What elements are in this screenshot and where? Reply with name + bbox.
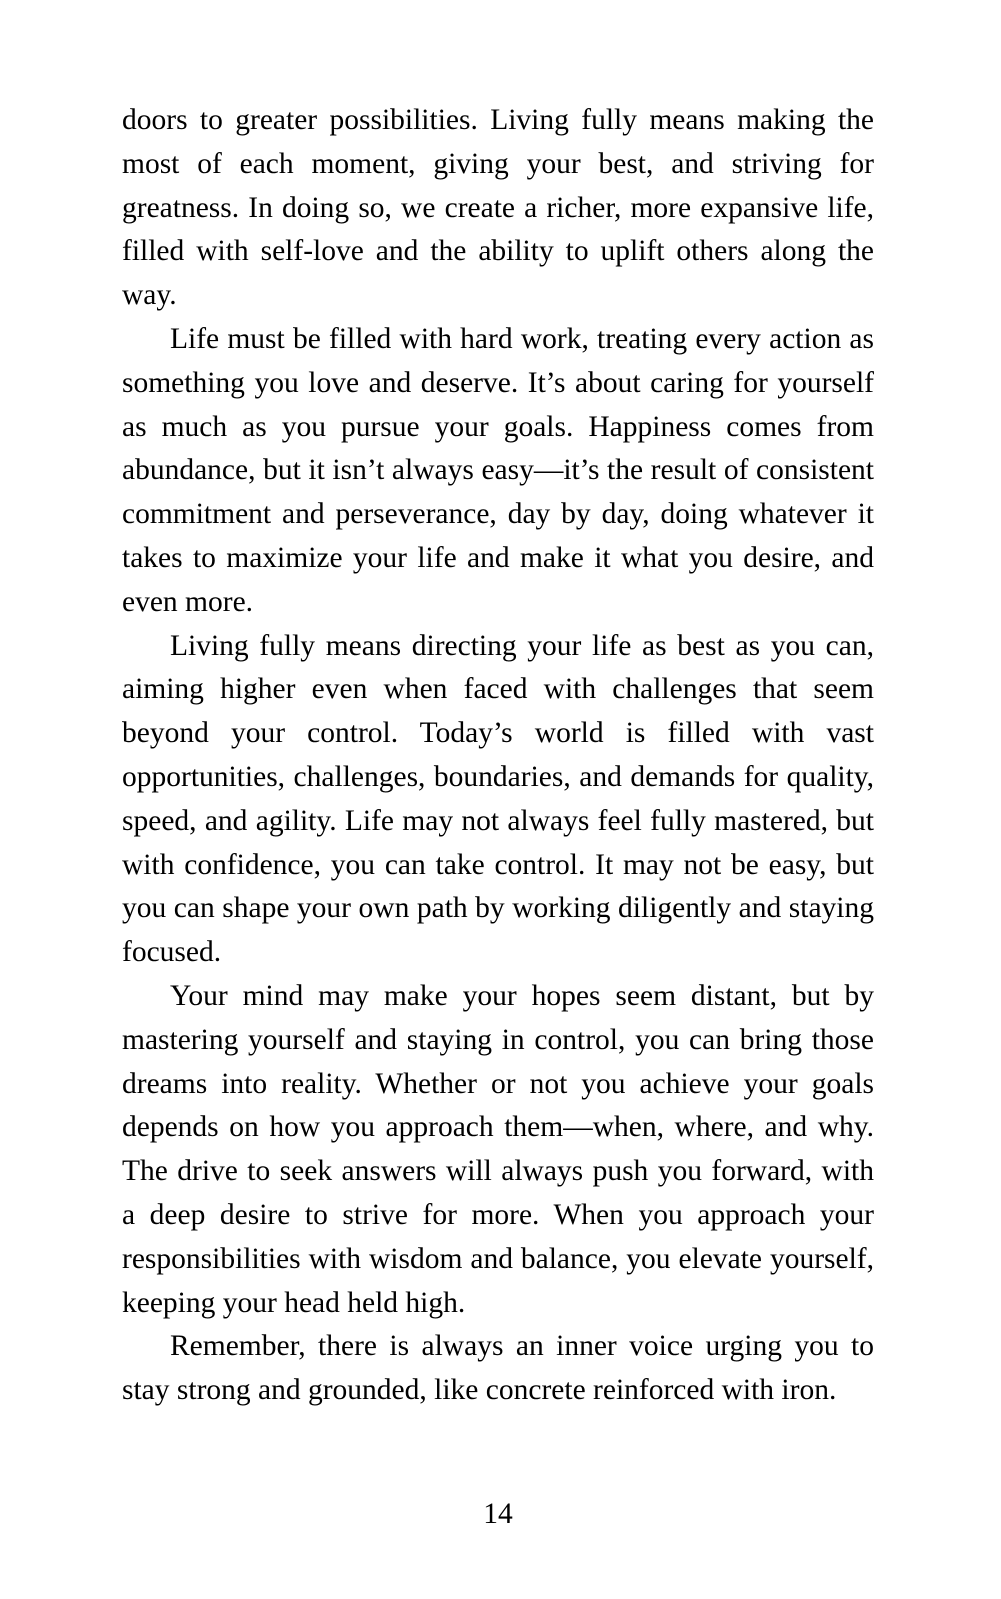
paragraph: Life must be filled with hard work, treating every action as something you love and deserve. It’s about caring for yourself as much as you pursue your goals. Happiness comes from abundance, but it isn’t always easy—it’s the result of consistent commitment and perseverance, day by day, doing whatever it takes to maximize your life and make it what you desire, and even more. [122,322,874,618]
paragraph-continuation: doors to greater possibilities. Living fully means making the most of each moment, giving your best, and striving for greatness. In doing so, we create a richer, more expansive life, filled with self-love and the ability to uplift others along the way. [122,104,874,312]
paragraph: Your mind may make your hopes seem distant, but by mastering yourself and staying in control, you can bring those dreams into reality. Whether or not you achieve your goals depends on how you approach them—when, where, and why. The drive to seek answers will always push you forward, with a deep desire to strive for more. When you approach your responsibilities with wisdom and balance, you elevate yourself, keeping your head held high. [122,979,874,1319]
page-body-text [122,99,874,1413]
page-number: 14 [483,1498,513,1530]
page-footer [122,1496,874,1532]
paragraph: Remember, there is always an inner voice urging you to stay strong and grounded, like concrete reinforced with iron. [122,1330,874,1407]
paragraph: Living fully means directing your life as best as you can, aiming higher even when faced with challenges that seem beyond your control. Today’s world is filled with vast opportunities, challenges, boundaries, and demands for quality, speed, and agility. Life may not always feel fully mastered, but with confidence, you can take control. It may not be easy, but you can shape your own path by working diligently and staying focused. [122,629,874,969]
